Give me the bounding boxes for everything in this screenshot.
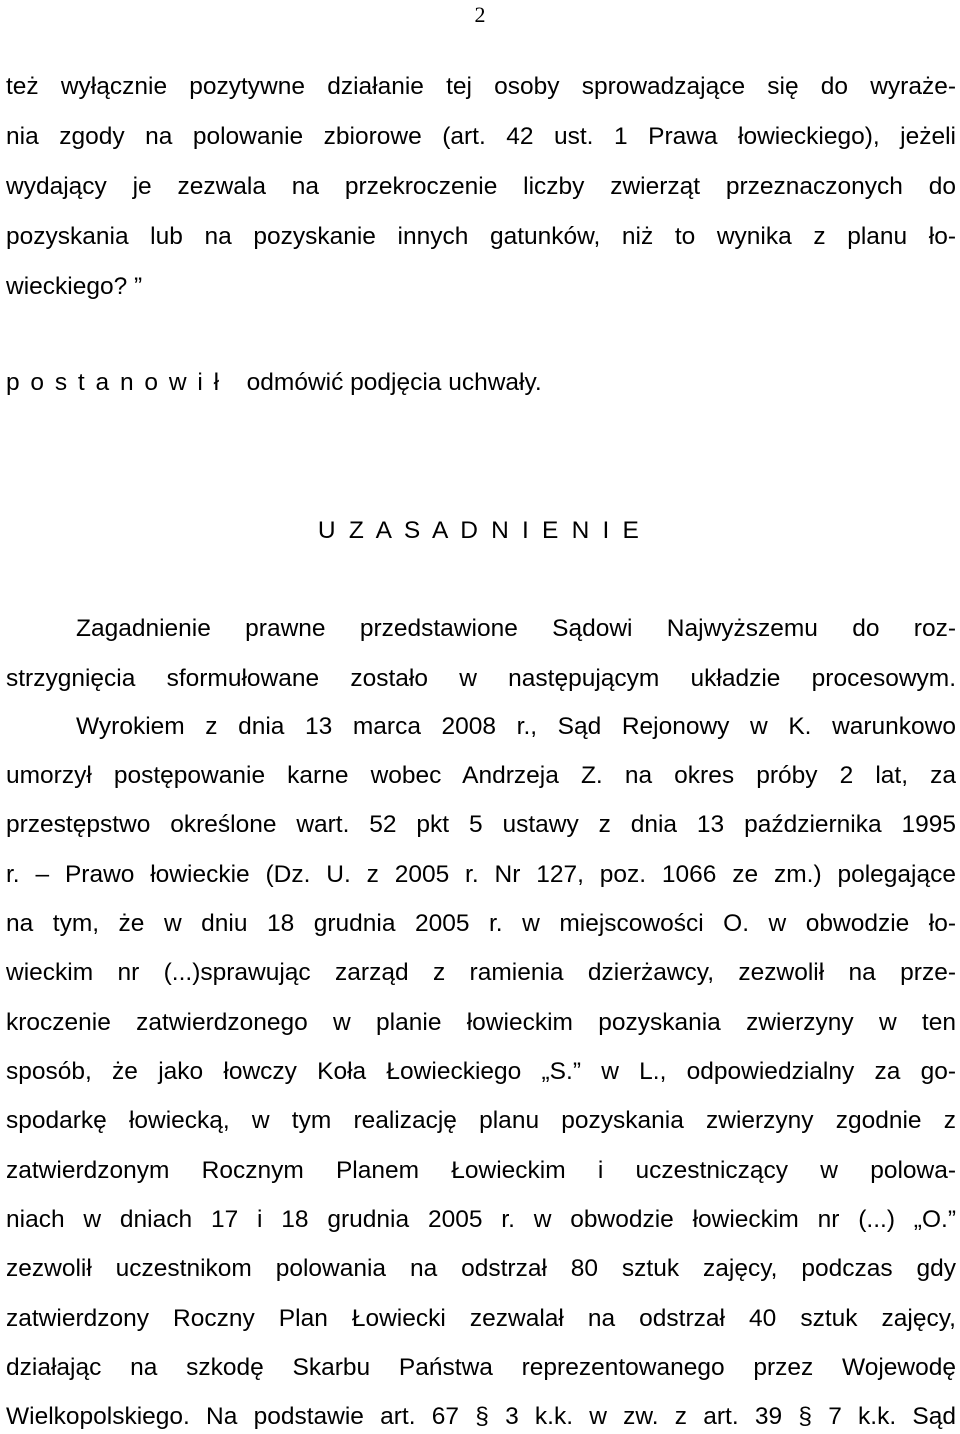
justification-line: zatwierdzony Roczny Plan Łowiecki zezwalał na odstrzał 40 sztuk zajęcy, xyxy=(6,1305,956,1332)
intro-line: też wyłącznie pozytywne działanie tej osoby sprowadzające się do wyraże- xyxy=(6,73,956,100)
resolution-keyword: p o s t a n o w i ł xyxy=(6,369,222,396)
justification-line: wieckim nr (...)sprawując zarząd z ramienia dzierżawcy, zezwolił na prze- xyxy=(6,959,956,986)
resolution-line xyxy=(6,368,956,398)
justification-line: Zagadnienie prawne przedstawione Sądowi Najwyższemu do roz- xyxy=(76,615,956,642)
justification-line: przestępstwo określone wart. 52 pkt 5 ustawy z dnia 13 października 1995 xyxy=(6,811,956,838)
resolution-text: odmówić podjęcia uchwały. xyxy=(246,369,542,396)
justification-line: na tym, że w dniu 18 grudnia 2005 r. w miejscowości O. w obwodzie ło- xyxy=(6,910,956,937)
justification-line: niach w dniach 17 i 18 grudnia 2005 r. w obwodzie łowieckim nr (...) „O.” xyxy=(6,1206,956,1233)
justification-line: r. – Prawo łowieckie (Dz. U. z 2005 r. Nr 127, poz. 1066 ze zm.) polegające xyxy=(6,861,956,888)
justification-line: umorzył postępowanie karne wobec Andrzeja Z. na okres próby 2 lat, za xyxy=(6,762,956,789)
justification-line: strzygnięcia sformułowane zostało w następującym układzie procesowym. xyxy=(6,665,956,692)
justification-line: sposób, że jako łowczy Koła Łowieckiego „S.” w L., odpowiedzialny za go- xyxy=(6,1058,956,1085)
justification-heading: U Z A S A D N I E N I E xyxy=(317,517,643,544)
intro-line: nia zgody na polowanie zbiorowe (art. 42 ust. 1 Prawa łowieckiego), jeżeli xyxy=(6,123,956,150)
justification-line: kroczenie zatwierdzonego w planie łowieckim pozyskania zwierzyny w ten xyxy=(6,1009,956,1036)
intro-line: pozyskania lub na pozyskanie innych gatunków, niż to wynika z planu ło- xyxy=(6,223,956,250)
intro-line: wieckiego? ” xyxy=(6,273,143,300)
justification-line: zatwierdzonym Rocznym Planem Łowieckim i uczestniczący w polowa- xyxy=(6,1157,956,1184)
justification-line: zezwolił uczestnikom polowania na odstrzał 80 sztuk zajęcy, podczas gdy xyxy=(6,1255,956,1282)
page-number: 2 xyxy=(474,2,486,27)
justification-line: Wyrokiem z dnia 13 marca 2008 r., Sąd Rejonowy w K. warunkowo xyxy=(76,713,956,740)
intro-line: wydający je zezwala na przekroczenie liczby zwierząt przeznaczonych do xyxy=(6,173,956,200)
justification-line: działając na szkodę Skarbu Państwa reprezentowanego przez Wojewodę xyxy=(6,1354,956,1381)
justification-line: Wielkopolskiego. Na podstawie art. 67 § 3 k.k. w zw. z art. 39 § 7 k.k. Sąd xyxy=(6,1403,956,1430)
justification-line: spodarkę łowiecką, w tym realizację planu pozyskania zwierzyny zgodnie z xyxy=(6,1107,956,1134)
